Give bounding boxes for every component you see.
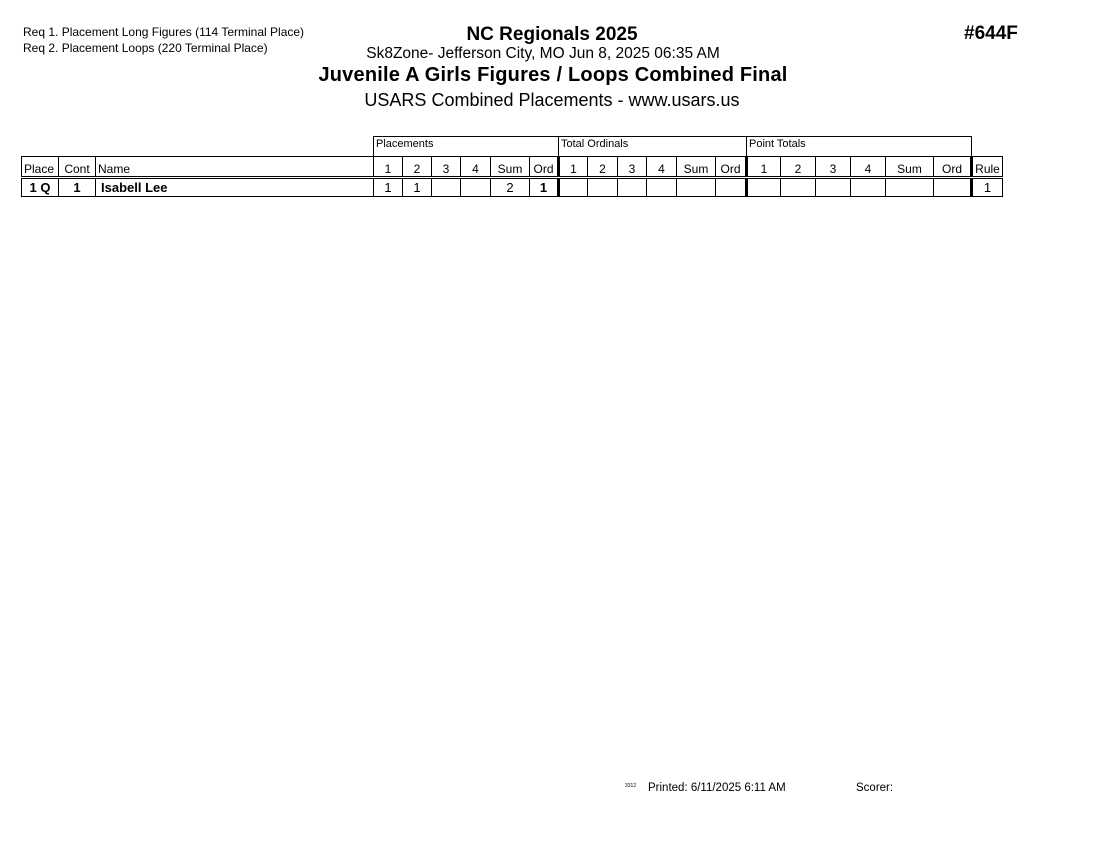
row-ord-3 (618, 178, 647, 197)
row-place: 1 Q (22, 178, 59, 197)
group-placements: Placements (374, 137, 559, 157)
row-ord-sum (677, 178, 716, 197)
event-number: #644F (964, 23, 1018, 44)
row-cont: 1 (59, 178, 96, 197)
col-plc-ord: Ord (530, 157, 559, 178)
requirement-2: Req 2. Placement Loops (220 Terminal Place) (23, 41, 268, 55)
column-header-row (22, 157, 1003, 178)
row-plc-3 (432, 178, 461, 197)
row-plc-4 (461, 178, 491, 197)
col-ord-1: 1 (559, 157, 588, 178)
col-ord-sum: Sum (677, 157, 716, 178)
col-name: Name (96, 157, 374, 178)
row-plc-ord: 1 (530, 178, 559, 197)
col-ord-4: 4 (647, 157, 677, 178)
col-pts-ord: Ord (934, 157, 972, 178)
col-plc-3: 3 (432, 157, 461, 178)
footer-code: 3312 (625, 783, 637, 789)
col-pts-4: 4 (851, 157, 886, 178)
row-plc-2: 1 (403, 178, 432, 197)
col-place: Place (22, 157, 59, 178)
event-title: Juvenile A Girls Figures / Loops Combined Final (318, 64, 788, 86)
scorer-label: Scorer: (856, 782, 894, 794)
col-plc-4: 4 (461, 157, 491, 178)
row-ord-4 (647, 178, 677, 197)
row-pts-ord (934, 178, 972, 197)
col-rule: Rule (972, 157, 1003, 178)
col-ord-3: 3 (618, 157, 647, 178)
row-rule: 1 (972, 178, 1003, 197)
requirement-1: Req 1. Placement Long Figures (114 Terminal Place) (23, 25, 305, 39)
results-table (21, 136, 1003, 197)
row-plc-sum: 2 (491, 178, 530, 197)
row-ord-2 (588, 178, 618, 197)
row-name: Isabell Lee (96, 178, 374, 197)
col-pts-2: 2 (781, 157, 816, 178)
group-header-row (22, 137, 1003, 157)
venue-date: Sk8Zone- Jefferson City, MO Jun 8, 2025 06:35 AM (366, 45, 720, 62)
col-cont: Cont (59, 157, 96, 178)
table-row (22, 178, 1003, 197)
col-pts-sum: Sum (886, 157, 934, 178)
col-ord-ord: Ord (716, 157, 747, 178)
col-plc-2: 2 (403, 157, 432, 178)
col-pts-1: 1 (747, 157, 781, 178)
group-point-totals: Point Totals (747, 137, 972, 157)
usars-line: USARS Combined Placements - www.usars.us (364, 90, 740, 110)
row-pts-sum (886, 178, 934, 197)
printed-timestamp: Printed: 6/11/2025 6:11 AM (648, 782, 786, 794)
col-ord-2: 2 (588, 157, 618, 178)
row-ord-1 (559, 178, 588, 197)
col-plc-sum: Sum (491, 157, 530, 178)
row-pts-3 (816, 178, 851, 197)
competition-title: NC Regionals 2025 (466, 24, 638, 45)
col-pts-3: 3 (816, 157, 851, 178)
row-pts-4 (851, 178, 886, 197)
col-plc-1: 1 (374, 157, 403, 178)
row-plc-1: 1 (374, 178, 403, 197)
group-total-ordinals: Total Ordinals (559, 137, 747, 157)
row-ord-ord (716, 178, 747, 197)
row-pts-2 (781, 178, 816, 197)
row-pts-1 (747, 178, 781, 197)
